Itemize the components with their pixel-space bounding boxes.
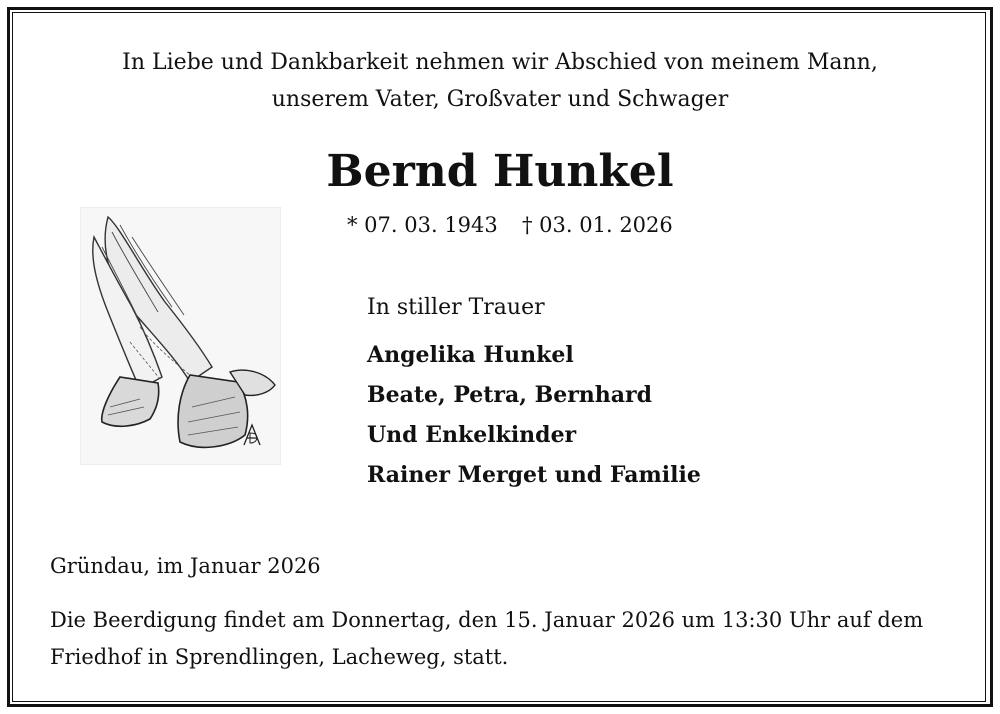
mourner-name: Rainer Merget und Familie [367,462,701,488]
mourner-name: Beate, Petra, Bernhard [367,382,653,408]
intro-line-2: unserem Vater, Großvater und Schwager [271,87,729,112]
intro-text [0,44,1000,118]
death-date: † 03. 01. 2026 [522,213,673,237]
deceased-name: Bernd Hunkel [326,146,674,197]
mourners-heading: In stiller Trauer [367,295,545,320]
mourner-name: Und Enkelkinder [367,422,577,448]
mourner-name: Angelika Hunkel [367,342,574,368]
birth-date: * 07. 03. 1943 [347,213,498,237]
mourners-block [367,291,701,495]
place-and-date: Gründau, im Januar 2026 [50,554,321,578]
funeral-notice: Die Beerdigung findet am Donnertag, den 15. Januar 2026 um 13:30 Uhr auf dem Friedhof in Sprendlingen, Lacheweg, statt. [50,608,924,669]
praying-hands-icon [80,207,281,465]
intro-line-1: In Liebe und Dankbarkeit nehmen wir Abschied von meinem Mann, [122,50,878,75]
